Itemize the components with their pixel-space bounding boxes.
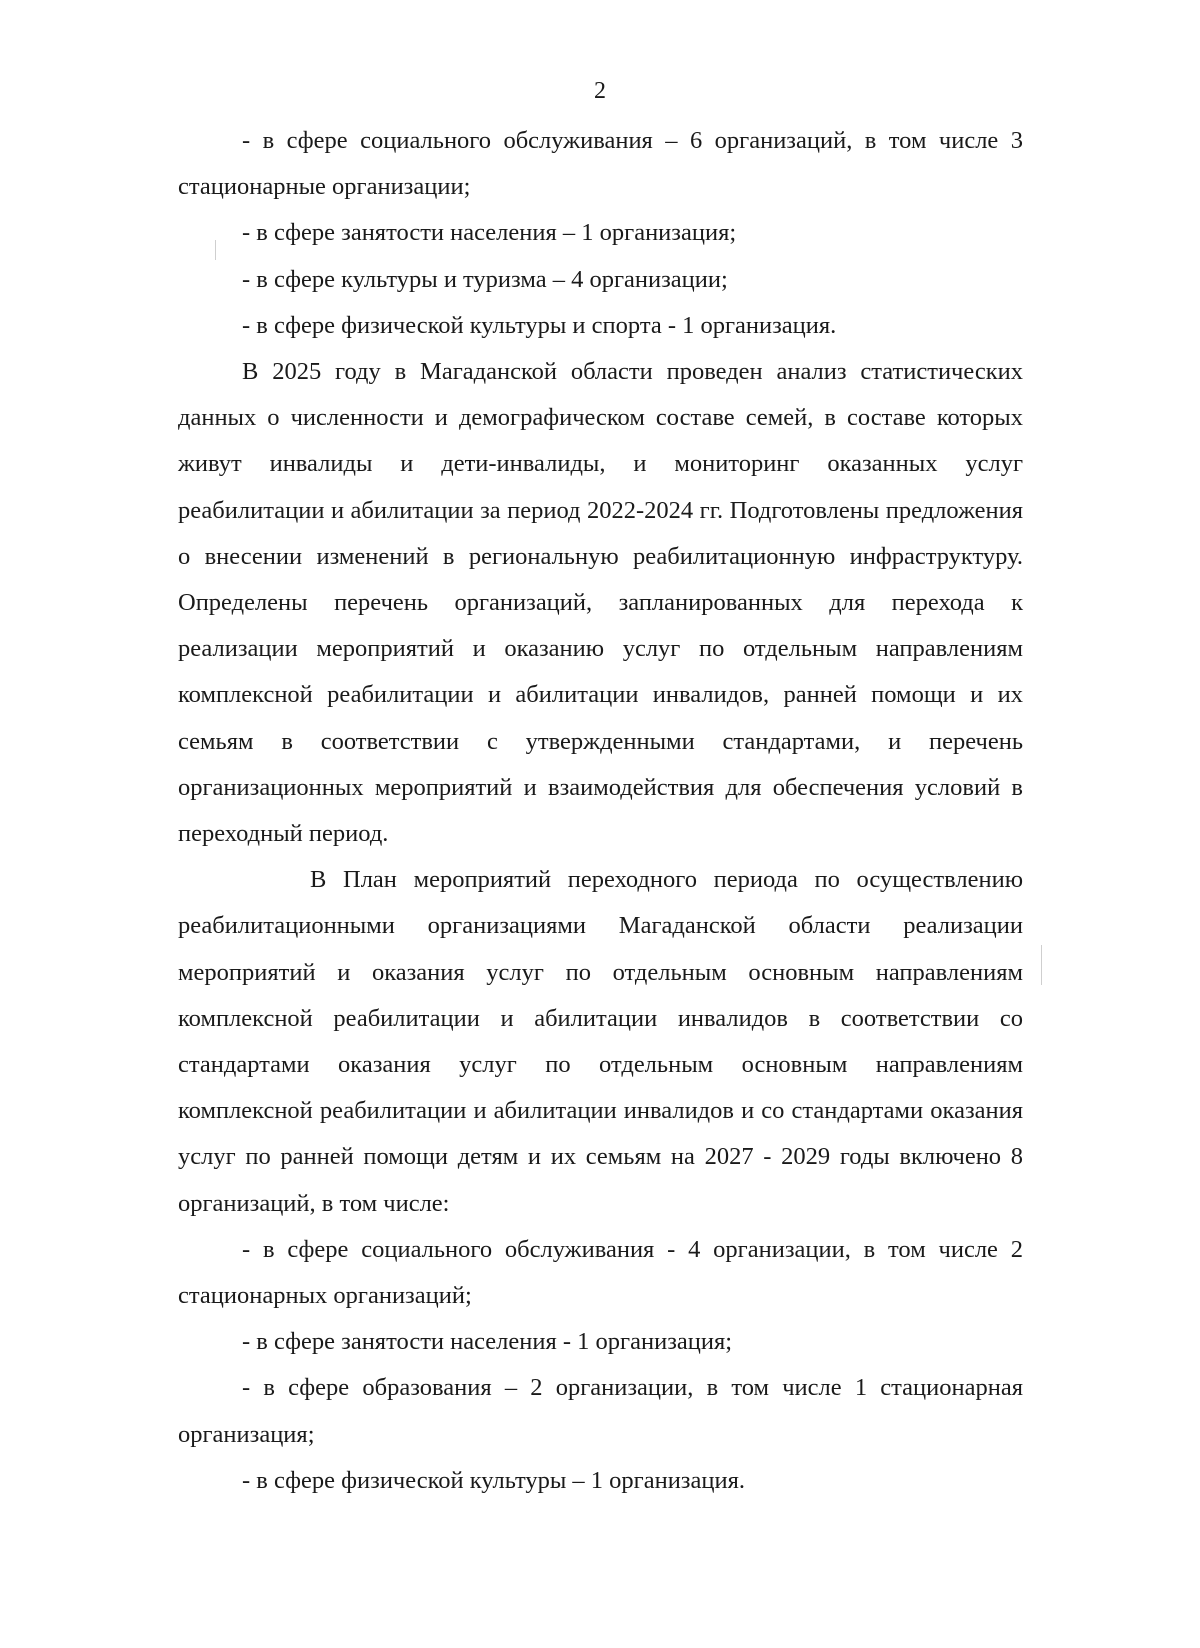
scan-artifact-mark: [1041, 945, 1042, 985]
document-body: [178, 118, 1023, 1504]
list-item: - в сфере культуры и туризма – 4 организации;: [242, 265, 728, 293]
list-item: - в сфере образования – 2 организации, в том числе 1 стационарная организация;: [178, 1374, 1023, 1448]
list-item: - в сфере физической культуры – 1 организация.: [242, 1466, 745, 1494]
list-item: - в сфере физической культуры и спорта - 1 организация.: [242, 311, 837, 339]
list-item: - в сфере социального обслуживания - 4 организации, в том числе 2 стационарных организаций;: [178, 1235, 1023, 1310]
paragraph-plan: В План мероприятий переходного периода по осуществлению реабилитационными организациями Магаданской области реализации мероприятий и оказания услуг по отдельным основным направлениям комплексной реабилитации и абилитации инвалидов в соответствии со стандартами оказания услуг по отдельным основным направлениям комплексной реабилитации и абилитации инвалидов и со стандартами оказания услуг по ранней помощи детям и их семьям на 2027 - 2029 годы включено 8 организаций, в том числе:: [178, 866, 1023, 1217]
list-item: - в сфере занятости населения - 1 организация;: [242, 1328, 733, 1356]
list-item: - в сфере социального обслуживания – 6 организаций, в том числе 3 стационарные организации;: [178, 127, 1023, 201]
paragraph-analysis: В 2025 году в Магаданской области проведен анализ статистических данных о численности и демографическом составе семей, в составе которых живут инвалиды и дети-инвалиды, и мониторинг оказанных услуг реабилитации и абилитации за период 2022-2024 гг. Подготовлены предложения о внесении изменений в региональную реабилитационную инфраструктуру. Определены перечень организаций, запланированных для перехода к реализации мероприятий и оказанию услуг по отдельным направлениям комплексной реабилитации и абилитации инвалидов, ранней помощи и их семьям в соответствии с утвержденными стандартами, и перечень организационных мероприятий и взаимодействия для обеспечения условий в переходный период.: [178, 358, 1023, 848]
page-number: 2: [594, 78, 606, 104]
list-item: - в сфере занятости населения – 1 организация;: [242, 219, 737, 247]
